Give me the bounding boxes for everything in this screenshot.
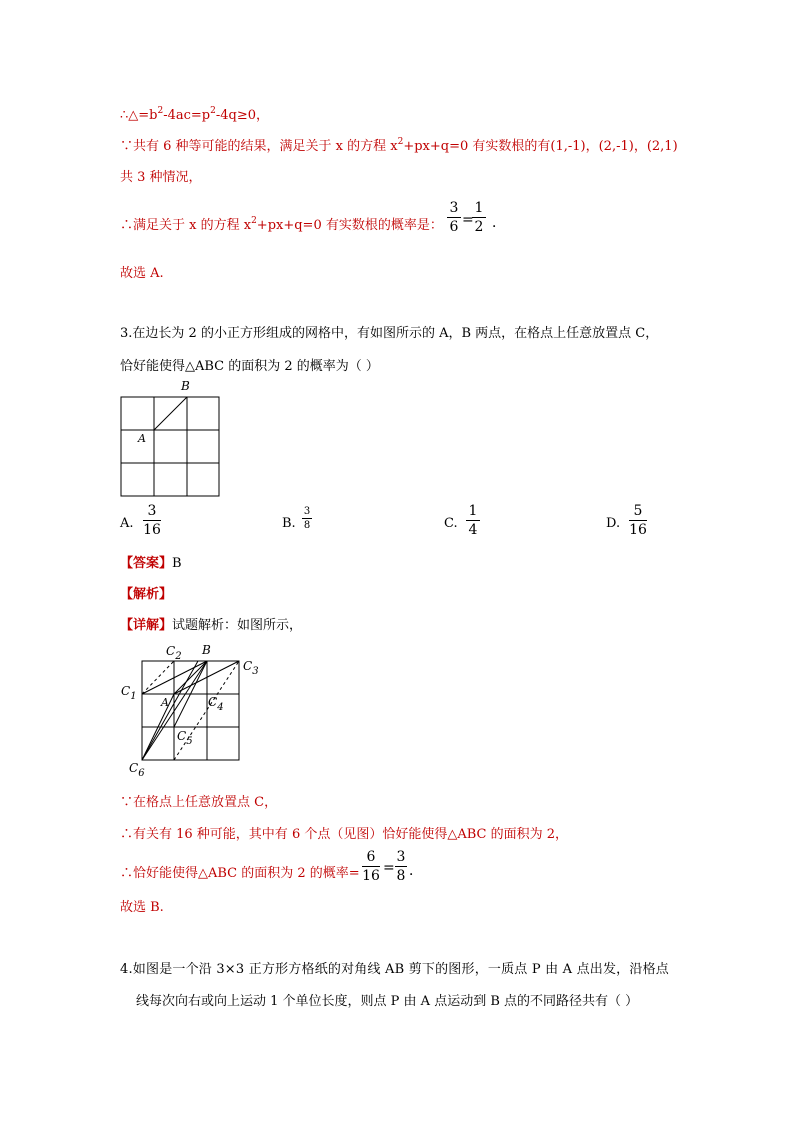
prev-eq: = <box>462 212 474 228</box>
superscript: 2 <box>251 216 257 226</box>
prev-line-1 <box>120 104 269 123</box>
text-part: ∵共有 6 种等可能的结果，满足关于 x 的方程 x <box>120 139 398 154</box>
analysis-tag: 【解析】 <box>120 587 173 602</box>
option-letter: A. <box>120 516 134 531</box>
sol-eq: = <box>383 860 395 876</box>
option-letter: C. <box>444 516 458 531</box>
prev-answer: 故选 A. <box>120 266 164 281</box>
option-fraction <box>302 506 312 531</box>
fraction-bar <box>466 520 480 521</box>
denominator: 16 <box>143 522 161 538</box>
detail-line <box>120 614 302 633</box>
superscript: 2 <box>157 106 164 116</box>
prev-fraction-2 <box>472 200 486 235</box>
denominator: 16 <box>629 522 647 538</box>
fraction-bar <box>629 520 647 521</box>
fraction-bar <box>362 866 380 867</box>
fig2-label-c5: $C_5$ <box>177 729 193 747</box>
option-fraction <box>466 503 480 538</box>
sol-conclusion: 故选 B. <box>120 900 164 915</box>
numerator: 3 <box>449 200 459 216</box>
fraction-bar <box>302 518 312 519</box>
answer-value: B <box>172 556 182 571</box>
numerator: 1 <box>474 200 484 216</box>
detail-tag: 【详解】 <box>120 618 173 633</box>
fig-label-a: A <box>138 432 146 445</box>
denominator: 8 <box>303 520 311 531</box>
q3-solution-figure <box>118 640 268 782</box>
numerator: 6 <box>366 849 376 865</box>
numerator: 3 <box>303 506 311 517</box>
fig2-label-a: A <box>161 696 169 709</box>
numerator: 3 <box>147 503 157 519</box>
text-part: +px+q=0 有实数根的概率是： <box>256 218 443 233</box>
fraction-bar <box>472 217 486 218</box>
sol-line-3: ∴恰好能使得△ABC 的面积为 2 的概率= <box>120 866 360 881</box>
text-part: ∴△=b <box>120 108 158 123</box>
fraction-bar <box>447 217 461 218</box>
prev-fraction-1 <box>447 200 461 235</box>
fig2-label-c6: $C_6$ <box>129 761 145 779</box>
sol-line-1: ∵在格点上任意放置点 C， <box>120 795 278 810</box>
q3-line-1: 3.在边长为 2 的小正方形组成的网格中，有如图所示的 A，B 两点，在格点上任意放置点 C， <box>120 326 659 341</box>
option-fraction <box>143 503 161 538</box>
sol-line-2: ∴有关有 16 种可能，其中有 6 个点（见图）恰好能使得△ABC 的面积为 2， <box>120 827 569 842</box>
fig2-label-b: B <box>202 643 211 657</box>
denominator: 4 <box>468 522 478 538</box>
fraction-bar <box>143 520 161 521</box>
fraction-bar <box>395 866 407 867</box>
answer-line <box>120 552 182 571</box>
q4-line-2: 线每次向右或向上运动 1 个单位长度，则点 P 由 A 点运动到 B 点的不同路径共有（ ） <box>136 994 639 1009</box>
denominator: 2 <box>474 219 484 235</box>
text-part: +px+q=0 有实数根的有(1,-1)，(2,-1)，(2,1) <box>403 139 678 154</box>
option-letter: D. <box>606 516 621 531</box>
fig2-label-c2: $C_2$ <box>166 644 182 662</box>
sol-fraction-1 <box>362 849 380 884</box>
sol-fraction-2 <box>395 849 407 884</box>
fig2-label-c1: $C_1$ <box>121 684 137 702</box>
text-part: ∴满足关于 x 的方程 x <box>120 218 252 233</box>
option-letter: B. <box>282 516 296 531</box>
text-part: -4q≥0， <box>215 108 270 123</box>
superscript: 2 <box>210 106 216 116</box>
prev-line-2 <box>120 135 678 154</box>
denominator: 16 <box>362 868 380 884</box>
option-fraction <box>629 503 647 538</box>
answer-tag: 【答案】 <box>120 556 173 571</box>
q4-line-1: 4.如图是一个沿 3×3 正方形方格纸的对角线 AB 剪下的图形，一质点 P 由 A 点出发，沿格点 <box>120 962 669 977</box>
numerator: 1 <box>468 503 478 519</box>
q3-line-2: 恰好能使得△ABC 的面积为 2 的概率为（ ） <box>120 359 379 374</box>
prev-end: ． <box>492 215 506 231</box>
superscript: 2 <box>397 137 404 147</box>
sol-end: ． <box>409 863 423 879</box>
fig2-label-c4: $C_4$ <box>208 695 224 713</box>
denominator: 8 <box>396 868 406 884</box>
prev-line-4 <box>120 214 443 233</box>
numerator: 5 <box>633 503 643 519</box>
q3-grid-figure <box>112 374 232 500</box>
detail-text: 试题解析：如图所示， <box>172 618 303 633</box>
text-part: -4ac=p <box>163 108 211 123</box>
denominator: 6 <box>449 219 459 235</box>
numerator: 3 <box>396 849 406 865</box>
prev-line-3: 共 3 种情况， <box>120 170 202 185</box>
fig2-label-c3: $C_3$ <box>243 659 259 677</box>
fig-label-b: B <box>181 379 190 393</box>
